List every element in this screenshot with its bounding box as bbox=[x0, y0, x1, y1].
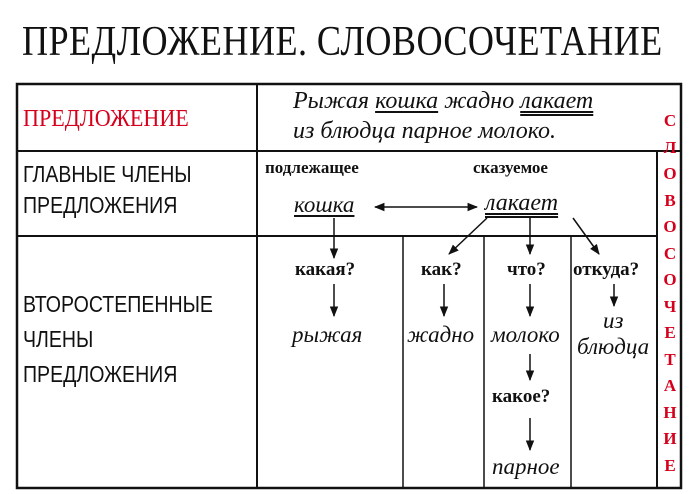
question-attribute-2: какое? bbox=[492, 386, 551, 407]
vertical-letter: О bbox=[663, 270, 677, 290]
sentence-word: Рыжая bbox=[293, 88, 370, 114]
vertical-letter: Ч bbox=[663, 296, 677, 316]
example-sentence-line1 bbox=[293, 86, 593, 116]
scheme-table bbox=[17, 84, 681, 488]
question-adverbial: как? bbox=[421, 259, 462, 280]
vertical-letter: А bbox=[663, 376, 677, 396]
subject-label: подлежащее bbox=[265, 158, 359, 177]
vertical-letter: С bbox=[663, 243, 677, 263]
vertical-letter: О bbox=[663, 217, 677, 237]
sentence-row-label: ПРЕДЛОЖЕНИЕ bbox=[23, 106, 189, 132]
sentence-predicate: лакает bbox=[520, 88, 594, 114]
example-sentence-line2: из блюдца парное молоко. bbox=[293, 118, 557, 144]
adverbial-place-word-line2: блюдца bbox=[577, 334, 650, 359]
predicate-word: лакает bbox=[485, 190, 559, 216]
subject-word: кошка bbox=[294, 192, 355, 217]
vertical-letter: Т bbox=[664, 349, 676, 369]
vertical-letter: О bbox=[663, 164, 677, 184]
sentence-subject: кошка bbox=[375, 88, 439, 114]
adverbial-word: жадно bbox=[407, 322, 475, 347]
question-object: что? bbox=[507, 259, 546, 280]
object-word: молоко bbox=[491, 322, 560, 347]
vertical-letter: Е bbox=[664, 455, 676, 475]
attribute-word-2: парное bbox=[492, 454, 560, 479]
secondary-members-label-line2: ЧЛЕНЫ bbox=[23, 326, 94, 352]
secondary-members-label-line3: ПРЕДЛОЖЕНИЯ bbox=[23, 361, 178, 387]
vertical-letter: И bbox=[663, 429, 677, 449]
vertical-letter: С bbox=[663, 111, 677, 130]
vertical-letter: Е bbox=[664, 323, 676, 343]
predicate-label: сказуемое bbox=[473, 158, 548, 177]
sentence-word: жадно bbox=[444, 88, 515, 114]
word-combination-vertical-label bbox=[658, 112, 682, 474]
vertical-letter: В bbox=[664, 190, 676, 210]
question-adverbial-place: откуда? bbox=[573, 259, 640, 280]
main-members-label-line1: ГЛАВНЫЕ ЧЛЕНЫ bbox=[23, 161, 192, 187]
vertical-letter: Н bbox=[663, 402, 677, 422]
page-title: ПРЕДЛОЖЕНИЕ. СЛОВОСОЧЕТАНИЕ bbox=[22, 19, 663, 65]
adverbial-place-word-line1: из bbox=[603, 308, 624, 333]
main-members-label-line2: ПРЕДЛОЖЕНИЯ bbox=[23, 192, 178, 218]
question-attribute: какая? bbox=[295, 259, 356, 280]
secondary-members-label-line1: ВТОРОСТЕПЕННЫЕ bbox=[23, 291, 213, 317]
vertical-letter: Л bbox=[663, 137, 677, 157]
attribute-word: рыжая bbox=[292, 322, 363, 347]
